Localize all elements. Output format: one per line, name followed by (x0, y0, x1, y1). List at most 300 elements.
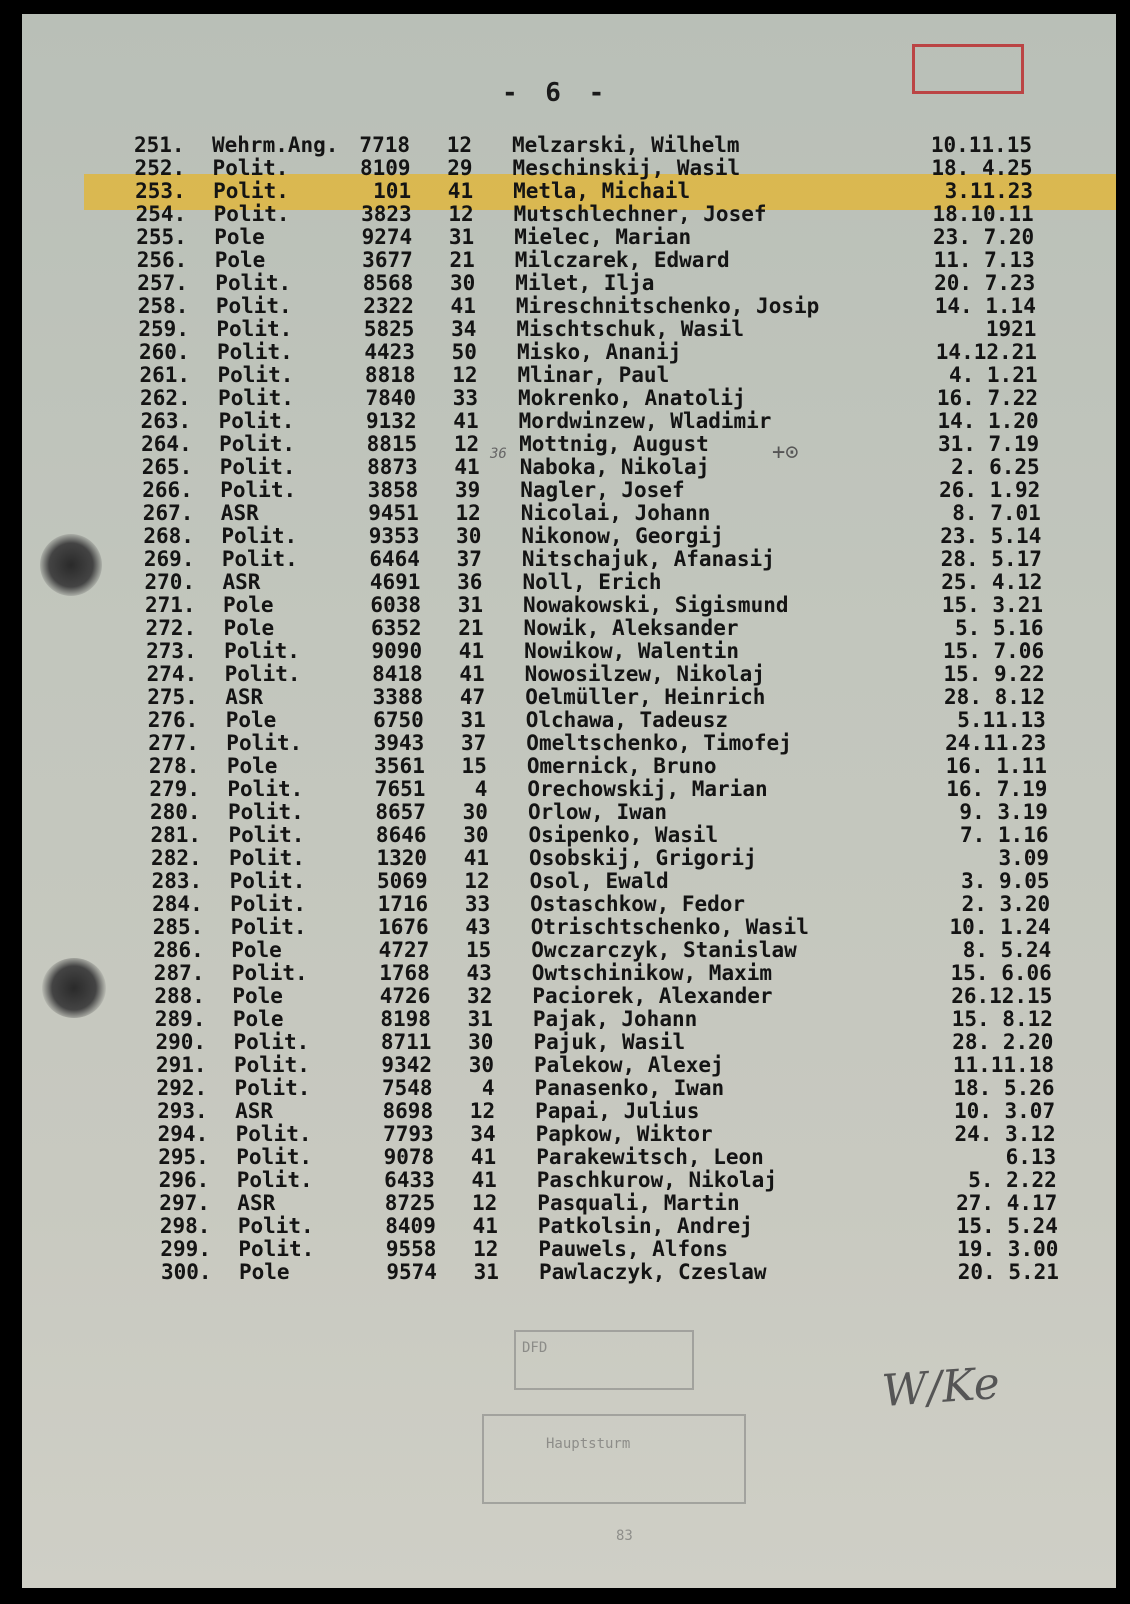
entry-id: 8873 (367, 455, 418, 479)
entry-name: Milet, Ilja (515, 271, 655, 295)
entry-block: 41 (470, 1145, 497, 1169)
entry-row (22, 962, 1116, 984)
entry-row (22, 341, 1116, 363)
entry-category: Polit. (213, 179, 289, 203)
entry-date: 27. 4.17 (956, 1191, 1058, 1215)
entry-date: 24. 3.12 (954, 1122, 1056, 1146)
entry-category: Polit. (227, 800, 304, 824)
entry-number: 256. (136, 248, 188, 272)
entry-id: 9090 (371, 639, 423, 663)
entry-date: 16. 7.19 (946, 777, 1048, 801)
entry-row (22, 479, 1116, 501)
entry-block: 31 (467, 1007, 493, 1031)
entry-category: Polit. (226, 731, 303, 755)
entry-id: 8657 (375, 800, 426, 824)
entry-date: 11.11.18 (952, 1053, 1054, 1077)
entry-date: 14. 1.14 (934, 294, 1036, 318)
entry-date: 18. 5.26 (953, 1076, 1055, 1100)
entry-row (22, 525, 1116, 547)
entry-block: 41 (447, 179, 474, 203)
entry-number: 282. (151, 846, 202, 870)
faded-stamp (514, 1330, 694, 1390)
entry-block: 41 (454, 455, 480, 479)
entry-block: 31 (473, 1260, 499, 1284)
entry-name: Owtschinikow, Maxim (531, 961, 773, 985)
entry-row (22, 249, 1116, 271)
entry-block: 29 (447, 156, 473, 180)
entry-row (22, 847, 1116, 869)
entry-name: Misko, Ananij (516, 340, 682, 364)
entry-row (22, 1215, 1116, 1237)
entry-block: 30 (468, 1053, 494, 1077)
entry-name: Panasenko, Iwan (534, 1076, 725, 1100)
entry-id: 6750 (373, 708, 424, 732)
entry-category: Polit. (221, 547, 298, 571)
entry-row (22, 364, 1116, 386)
entry-block: 12 (473, 1237, 499, 1261)
entry-number: 297. (159, 1191, 210, 1215)
entry-id: 1768 (379, 961, 430, 985)
entry-category: Polit. (215, 294, 292, 318)
entry-block: 12 (472, 1191, 498, 1215)
entry-row (22, 778, 1116, 800)
entry-name: Mordwinzew, Wladimir (518, 409, 772, 433)
entry-name: Mielec, Marian (514, 225, 692, 249)
entry-id: 8198 (380, 1007, 431, 1031)
entry-date: 20. 7.23 (934, 271, 1036, 295)
entry-id: 1320 (376, 846, 428, 870)
entry-name: Mischtschuk, Wasil (516, 317, 744, 341)
entry-id: 1716 (377, 892, 429, 916)
entry-name: Metla, Michail (513, 179, 691, 203)
entry-number: 264. (141, 432, 192, 456)
entry-id: 9574 (386, 1260, 437, 1284)
entry-row (22, 548, 1116, 570)
entry-name: Owczarczyk, Stanislaw (531, 938, 797, 962)
entry-category: Polit. (230, 892, 306, 916)
entry-number: 269. (143, 547, 195, 571)
ink-blot (40, 534, 102, 596)
entry-date: 6.13 (1005, 1145, 1057, 1169)
entry-row (22, 1054, 1116, 1076)
bottom-mark: 83 (616, 1528, 633, 1544)
entry-number: 280. (149, 800, 201, 824)
entry-number: 254. (135, 202, 187, 226)
entry-category: Polit. (237, 1214, 314, 1238)
entry-block: 34 (451, 317, 477, 341)
entry-row (22, 916, 1116, 938)
entry-row (22, 571, 1116, 593)
entry-date: 23. 7.20 (933, 225, 1035, 249)
entry-number: 267. (142, 501, 194, 525)
entry-row (22, 1238, 1116, 1260)
entry-block: 37 (461, 731, 487, 755)
entry-category: Pole (214, 225, 265, 249)
entry-name: Omernick, Bruno (526, 754, 717, 778)
entry-category: Polit. (219, 455, 296, 479)
entry-date: 3.09 (998, 846, 1050, 870)
entry-date: 14.12.21 (935, 340, 1037, 364)
document-page (22, 14, 1116, 1588)
entry-date: 8. 5.24 (962, 938, 1052, 962)
entry-number: 292. (156, 1076, 208, 1100)
entry-id: 8725 (384, 1191, 436, 1215)
entry-date: 19. 3.00 (957, 1237, 1059, 1261)
entry-number: 298. (159, 1214, 211, 1238)
entry-number: 258. (137, 294, 189, 318)
entry-row (22, 732, 1116, 754)
entry-date: 15. 6.06 (950, 961, 1052, 985)
entry-block: 12 (455, 501, 481, 525)
entry-name: Nikonow, Georgij (521, 524, 724, 548)
entry-name: Nowik, Aleksander (523, 616, 739, 640)
ink-blot (42, 958, 106, 1018)
entry-date: 2. 3.20 (961, 892, 1051, 916)
entry-id: 3823 (361, 202, 412, 226)
entry-id: 9451 (368, 501, 419, 525)
entry-date: 16. 1.11 (945, 754, 1047, 778)
entry-category: Polit. (220, 478, 297, 502)
entry-row (22, 709, 1116, 731)
entry-name: Meschinskij, Wasil (512, 156, 741, 180)
entry-row (22, 617, 1116, 639)
entry-block: 41 (459, 662, 485, 686)
entry-row (22, 1031, 1116, 1053)
entry-row (22, 985, 1116, 1007)
entry-id: 9078 (383, 1145, 435, 1169)
entry-block: 12 (464, 869, 490, 893)
entry-category: Polit. (230, 915, 307, 939)
entry-name: Papkow, Wiktor (535, 1122, 713, 1146)
entry-row (22, 502, 1116, 524)
entry-number: 290. (155, 1030, 207, 1054)
entry-date: 28. 2.20 (952, 1030, 1054, 1054)
entry-name: Paschkurow, Nikolaj (536, 1168, 777, 1192)
entry-row (22, 1077, 1116, 1099)
entry-name: Nitschajuk, Afanasij (521, 547, 775, 571)
entry-block: 43 (465, 915, 491, 939)
entry-number: 288. (154, 984, 205, 1008)
entry-number: 296. (158, 1168, 210, 1192)
entry-id: 8711 (380, 1030, 432, 1054)
page-number: - 6 - (502, 78, 611, 108)
entry-row (22, 180, 1116, 202)
entry-category: Polit. (216, 340, 293, 364)
entry-block: 33 (452, 386, 479, 410)
entry-number: 291. (156, 1053, 207, 1077)
entry-row (22, 824, 1116, 846)
entry-block: 31 (460, 708, 486, 732)
entry-number: 259. (138, 317, 189, 341)
entry-number: 295. (158, 1145, 209, 1169)
entry-block: 36 (457, 570, 483, 594)
entry-block: 12 (453, 432, 480, 456)
entry-category: Polit. (217, 363, 294, 387)
entry-number: 279. (149, 777, 200, 801)
entry-category: ASR (237, 1191, 276, 1215)
entry-name: Omeltschenko, Timofej (526, 731, 792, 755)
entry-id: 1676 (378, 915, 429, 939)
entry-category: Pole (223, 593, 274, 617)
entry-category: Pole (214, 248, 266, 272)
entry-date: 5. 5.16 (955, 616, 1044, 640)
entry-number: 299. (160, 1237, 211, 1261)
entry-category: Polit. (231, 961, 308, 985)
entry-block: 34 (470, 1122, 496, 1146)
entry-category: Polit. (215, 271, 292, 295)
entry-date: 8. 7.01 (952, 501, 1041, 525)
entry-id: 8418 (372, 662, 423, 686)
entry-block: 41 (471, 1168, 497, 1192)
entry-id: 6352 (370, 616, 422, 640)
handwritten-initials: W/Ke (880, 1357, 1002, 1418)
entry-number: 300. (160, 1260, 212, 1284)
entry-category: Polit. (229, 846, 305, 870)
entry-date: 26.12.15 (951, 984, 1053, 1008)
entry-number: 285. (152, 915, 204, 939)
entry-category: Pole (231, 938, 282, 962)
entry-number: 283. (151, 869, 203, 893)
entry-id: 8568 (362, 271, 414, 295)
entry-name: Palekow, Alexej (534, 1053, 724, 1077)
entry-id: 4423 (364, 340, 415, 364)
entry-row (22, 295, 1116, 317)
entry-name: Nicolai, Johann (520, 501, 711, 525)
entry-category: Polit. (236, 1168, 313, 1192)
entry-date: 7. 1.16 (959, 823, 1049, 847)
plus-mark-note: +⊙ (772, 440, 799, 465)
entry-row (22, 755, 1116, 777)
entry-date: 18. 4.25 (931, 156, 1033, 180)
entry-row (22, 893, 1116, 915)
entry-name: Osol, Ewald (529, 869, 669, 893)
entry-row (22, 1008, 1116, 1030)
entry-number: 266. (142, 478, 193, 502)
entry-number: 270. (144, 570, 196, 594)
entry-row (22, 686, 1116, 708)
entry-row (22, 1123, 1116, 1145)
entry-date: 26. 1.92 (939, 478, 1041, 502)
entry-row (22, 433, 1116, 455)
entry-id: 3388 (372, 685, 424, 709)
entry-row (22, 594, 1116, 616)
entry-id: 6038 (370, 593, 421, 617)
entry-row (22, 801, 1116, 823)
entry-number: 293. (157, 1099, 208, 1123)
entry-id: 4727 (378, 938, 430, 962)
entry-id: 9558 (385, 1237, 437, 1261)
entry-category: Polit. (212, 156, 289, 180)
entry-number: 276. (147, 708, 199, 732)
entry-id: 6464 (369, 547, 420, 571)
entry-block: 37 (456, 547, 482, 571)
entry-id: 9353 (368, 524, 420, 548)
entry-row (22, 157, 1116, 179)
entry-category: Polit. (218, 386, 294, 410)
entry-number: 286. (153, 938, 204, 962)
entry-name: Mottnig, August (519, 432, 709, 456)
entry-name: Orechowskij, Marian (527, 777, 768, 801)
entry-row (22, 456, 1116, 478)
entry-row (22, 387, 1116, 409)
entry-number: 262. (140, 386, 191, 410)
entry-category: Polit. (219, 432, 295, 456)
entry-name: Nowosilzew, Nikolaj (524, 662, 765, 686)
entry-name: Paciorek, Alexander (532, 984, 773, 1008)
entry-block: 30 (462, 800, 488, 824)
entry-category: Pole (232, 1007, 284, 1031)
entry-date: 14. 1.20 (937, 409, 1039, 433)
entry-name: Milczarek, Edward (514, 248, 730, 272)
entry-id: 9342 (381, 1053, 432, 1077)
entry-number: 263. (140, 409, 192, 433)
entry-id: 3943 (373, 731, 425, 755)
entry-block: 12 (469, 1099, 496, 1123)
entry-number: 260. (138, 340, 190, 364)
entry-number: 253. (135, 179, 186, 203)
entry-row (22, 1261, 1116, 1283)
entry-name: Pajak, Johann (532, 1007, 698, 1031)
entry-name: Parakewitsch, Leon (536, 1145, 764, 1169)
entry-category: Polit. (234, 1076, 311, 1100)
entry-date: 10. 3.07 (953, 1099, 1056, 1123)
entry-name: Olchawa, Tadeusz (525, 708, 729, 732)
entry-name: Naboka, Nikolaj (519, 455, 710, 479)
entry-number: 268. (143, 524, 194, 548)
entry-name: Oelmüller, Heinrich (525, 685, 766, 709)
entry-id: 6433 (384, 1168, 435, 1192)
stamp-text: Hauptsturm (546, 1436, 631, 1452)
entry-category: Polit. (229, 869, 306, 893)
entry-date: 10.11.15 (930, 133, 1032, 157)
entry-date: 5.11.13 (957, 708, 1046, 732)
entry-block: 33 (464, 892, 491, 916)
entry-block: 30 (450, 271, 476, 295)
entry-id: 9132 (366, 409, 417, 433)
entry-block: 41 (472, 1214, 498, 1238)
entry-number: 289. (154, 1007, 206, 1031)
entry-name: Papai, Julius (535, 1099, 700, 1123)
entry-date: 10. 1.24 (949, 915, 1051, 939)
entry-date: 24.11.23 (945, 731, 1047, 755)
entry-date: 15. 7.06 (942, 639, 1045, 663)
entry-date: 1921 (985, 317, 1037, 341)
entry-category: Polit. (234, 1053, 310, 1077)
entry-category: Polit. (236, 1145, 313, 1169)
entry-id: 3858 (367, 478, 419, 502)
entry-date: 5. 2.22 (968, 1168, 1057, 1192)
entry-row (22, 226, 1116, 248)
entry-category: Polit. (216, 317, 293, 341)
entry-name: Nagler, Josef (520, 478, 685, 502)
entry-block: 15 (465, 938, 492, 962)
entry-block: 31 (457, 593, 483, 617)
entry-id: 5825 (363, 317, 415, 341)
entry-date: 9. 3.19 (959, 800, 1048, 824)
entry-date: 25. 4.12 (941, 570, 1043, 594)
entry-number: 274. (146, 662, 198, 686)
entry-number: 257. (137, 271, 188, 295)
entry-block: 12 (452, 363, 478, 387)
entry-block: 41 (450, 294, 476, 318)
entry-name: Mireschnitschenko, Josip (515, 294, 820, 318)
entry-date: 2. 6.25 (951, 455, 1040, 479)
entry-name: Pawlaczyk, Czeslaw (538, 1260, 767, 1284)
entry-block: 32 (467, 984, 493, 1008)
entry-block: 31 (448, 225, 475, 249)
entry-number: 284. (152, 892, 203, 916)
entry-name: Osipenko, Wasil (528, 823, 719, 847)
entry-id: 5069 (377, 869, 428, 893)
entry-block: 21 (449, 248, 475, 272)
entry-number: 251. (134, 133, 185, 157)
entry-row (22, 663, 1116, 685)
entry-name: Patkolsin, Andrej (537, 1214, 753, 1238)
entry-category: Polit. (227, 777, 304, 801)
entry-name: Pauwels, Alfons (538, 1237, 729, 1261)
entry-category: Pole (223, 616, 275, 640)
entry-id: 8109 (359, 156, 411, 180)
entry-category: Polit. (235, 1122, 312, 1146)
entry-name: Mlinar, Paul (517, 363, 670, 387)
entry-row (22, 1192, 1116, 1214)
entry-category: Pole (232, 984, 283, 1008)
entry-name: Pajuk, Wasil (533, 1030, 686, 1054)
entry-id: 3561 (374, 754, 425, 778)
entry-date: 23. 5.14 (940, 524, 1042, 548)
entry-block: 12 (446, 133, 472, 157)
entry-category: Pole (225, 708, 277, 732)
entry-category: Polit. (221, 524, 298, 548)
entry-id: 7651 (374, 777, 426, 801)
entry-category: Polit. (238, 1237, 315, 1261)
entry-id: 7718 (359, 133, 410, 157)
entry-number: 275. (147, 685, 198, 709)
entry-number: 281. (150, 823, 202, 847)
entry-id: 9274 (361, 225, 413, 249)
entry-name: Noll, Erich (522, 570, 662, 594)
entry-row (22, 870, 1116, 892)
entry-category: ASR (222, 570, 261, 594)
entry-number: 294. (157, 1122, 209, 1146)
entry-id: 8698 (382, 1099, 434, 1123)
entry-block: 50 (451, 340, 477, 364)
entry-block: 15 (461, 754, 487, 778)
entry-name: Ostaschkow, Fedor (530, 892, 746, 916)
entry-block: 4 (481, 1076, 495, 1100)
entry-id: 4691 (369, 570, 421, 594)
entry-id: 7548 (381, 1076, 433, 1100)
entry-name: Melzarski, Wilhelm (512, 133, 740, 157)
entry-number: 277. (148, 731, 199, 755)
margin-note: 36 (490, 446, 507, 462)
entry-number: 265. (141, 455, 193, 479)
entry-row (22, 1100, 1116, 1122)
entry-date: 15. 8.12 (951, 1007, 1053, 1031)
entry-date: 3.11.23 (944, 179, 1034, 203)
entry-row (22, 640, 1116, 662)
entry-name: Nowakowski, Sigismund (523, 593, 789, 617)
entry-row (22, 410, 1116, 432)
entry-date: 11. 7.13 (933, 248, 1035, 272)
entry-date: 31. 7.19 (937, 432, 1040, 456)
entry-category: Pole (238, 1260, 290, 1284)
entry-block: 41 (458, 639, 485, 663)
entry-date: 15. 5.24 (956, 1214, 1058, 1238)
entry-category: ASR (220, 501, 259, 525)
entry-id: 2322 (363, 294, 414, 318)
entry-name: Mokrenko, Anatolij (518, 386, 746, 410)
